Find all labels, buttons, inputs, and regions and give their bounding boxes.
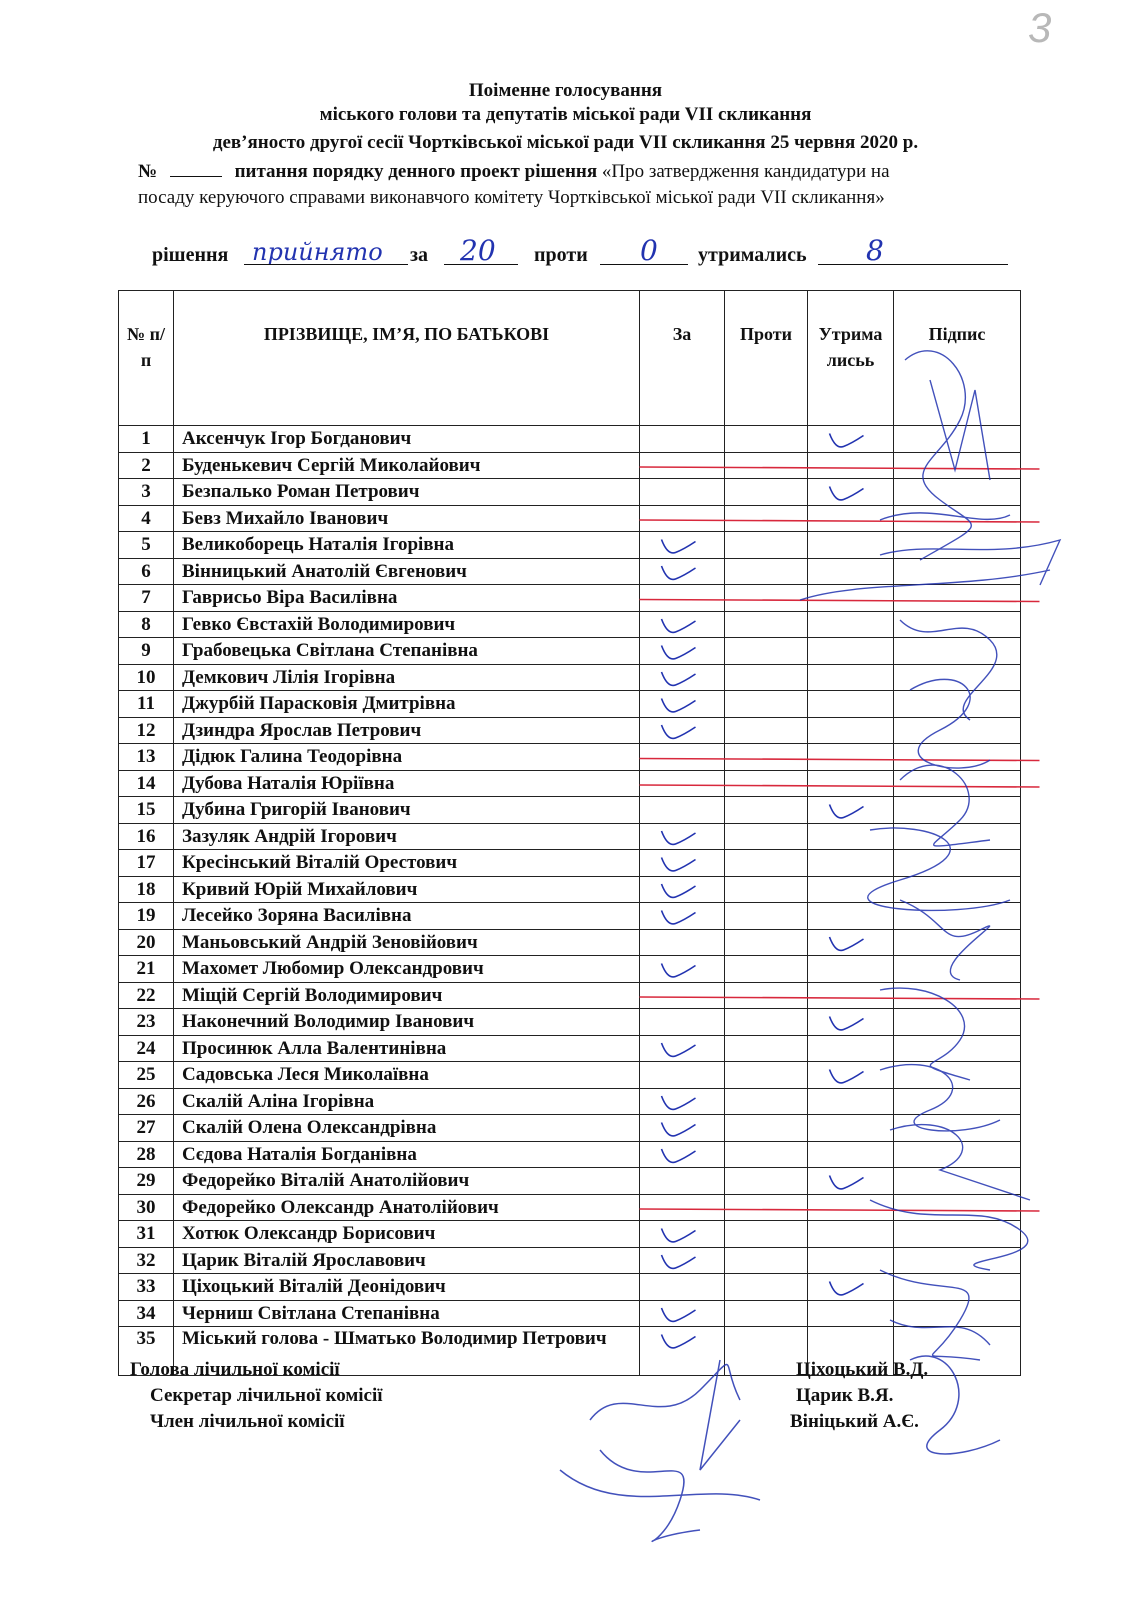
row-signature-cell <box>894 558 1021 585</box>
row-signature-cell <box>894 426 1021 453</box>
row-abstained-cell <box>808 1141 894 1168</box>
commission-signatures <box>560 1356 1000 1541</box>
table-row <box>119 956 1021 983</box>
question-text-start: «Про затвердження кандидатури на <box>601 161 890 182</box>
row-name: Лесейко Зоряна Василівна <box>174 903 640 930</box>
against-label: проти <box>534 244 588 266</box>
row-abstained-cell <box>808 558 894 585</box>
row-signature-cell <box>894 1141 1021 1168</box>
row-abstained-cell <box>808 770 894 797</box>
table-row <box>119 1035 1021 1062</box>
row-against-cell <box>725 638 808 665</box>
row-signature-cell <box>894 903 1021 930</box>
row-signature-cell <box>894 1221 1021 1248</box>
row-number: 11 <box>119 691 174 718</box>
row-against-cell <box>725 770 808 797</box>
for-underline <box>444 264 518 265</box>
row-against-cell <box>725 903 808 930</box>
row-signature-cell <box>894 611 1021 638</box>
row-for-cell <box>640 1168 725 1195</box>
votes-table <box>118 290 1021 1376</box>
row-number: 28 <box>119 1141 174 1168</box>
row-for-cell <box>640 505 725 532</box>
question-label: питання порядку денного проект рішення <box>234 161 598 182</box>
row-against-cell <box>725 1221 808 1248</box>
table-row <box>119 1300 1021 1327</box>
decision-underline <box>244 264 408 265</box>
row-against-cell <box>725 1247 808 1274</box>
decision-summary <box>152 234 1032 272</box>
row-for-cell <box>640 717 725 744</box>
row-number: 17 <box>119 850 174 877</box>
row-signature-cell <box>894 717 1021 744</box>
row-against-cell <box>725 479 808 506</box>
table-row <box>119 691 1021 718</box>
row-for-cell <box>640 797 725 824</box>
row-signature-cell <box>894 691 1021 718</box>
row-abstained-cell <box>808 638 894 665</box>
row-for-cell <box>640 982 725 1009</box>
row-number: 34 <box>119 1300 174 1327</box>
row-for-cell <box>640 558 725 585</box>
table-row <box>119 452 1021 479</box>
row-name: Скалій Аліна Ігорівна <box>174 1088 640 1115</box>
commission-signature-scribble <box>700 1360 740 1470</box>
row-for-cell <box>640 903 725 930</box>
table-row <box>119 585 1021 612</box>
row-against-cell <box>725 664 808 691</box>
question-line <box>138 160 1056 183</box>
row-abstained-cell <box>808 611 894 638</box>
table-row <box>119 638 1021 665</box>
row-abstained-cell <box>808 585 894 612</box>
row-number: 15 <box>119 797 174 824</box>
table-row <box>119 664 1021 691</box>
row-number: 4 <box>119 505 174 532</box>
votes-table-body <box>119 426 1021 1376</box>
row-against-cell <box>725 1141 808 1168</box>
row-for-cell <box>640 479 725 506</box>
row-for-cell <box>640 1247 725 1274</box>
row-number: 27 <box>119 1115 174 1142</box>
row-against-cell <box>725 611 808 638</box>
row-name: Гевко Євстахій Володимирович <box>174 611 640 638</box>
table-row <box>119 1221 1021 1248</box>
row-number: 2 <box>119 452 174 479</box>
row-abstained-cell <box>808 1194 894 1221</box>
table-row <box>119 823 1021 850</box>
session-line: дев’яносто другої сесії Чортківської міської ради VII скликання 25 червня 2020 р. <box>212 132 919 153</box>
table-row <box>119 1247 1021 1274</box>
row-name: Кривий Юрій Михайлович <box>174 876 640 903</box>
row-for-cell <box>640 611 725 638</box>
row-abstained-cell <box>808 1088 894 1115</box>
row-abstained-cell <box>808 426 894 453</box>
question-prefix: № <box>138 161 158 182</box>
chair-label: Голова лічильної комісії <box>130 1359 340 1380</box>
row-against-cell <box>725 1009 808 1036</box>
row-number: 16 <box>119 823 174 850</box>
table-row <box>119 1168 1021 1195</box>
row-signature-cell <box>894 876 1021 903</box>
row-for-cell <box>640 1035 725 1062</box>
table-row <box>119 505 1021 532</box>
row-number: 35 <box>119 1327 174 1376</box>
row-abstained-cell <box>808 1300 894 1327</box>
table-row <box>119 1115 1021 1142</box>
header-number: № п/п <box>119 291 174 426</box>
row-number: 33 <box>119 1274 174 1301</box>
row-against-cell <box>725 452 808 479</box>
chair-name: Ціхоцький В.Д. <box>796 1359 929 1380</box>
table-row <box>119 1141 1021 1168</box>
row-abstained-cell <box>808 664 894 691</box>
row-signature-cell <box>894 823 1021 850</box>
against-underline <box>600 264 688 265</box>
row-name: Скалій Олена Олександрівна <box>174 1115 640 1142</box>
row-number: 10 <box>119 664 174 691</box>
header-abstained: Утрималисьь <box>808 291 894 426</box>
row-abstained-cell <box>808 1115 894 1142</box>
row-for-cell <box>640 744 725 771</box>
row-number: 31 <box>119 1221 174 1248</box>
row-name: Дідюк Галина Теодорівна <box>174 744 640 771</box>
row-against-cell <box>725 717 808 744</box>
table-row <box>119 903 1021 930</box>
header-for: За <box>640 291 725 426</box>
row-abstained-cell <box>808 823 894 850</box>
row-name: Бевз Михайло Іванович <box>174 505 640 532</box>
row-name: Безпалько Роман Петрович <box>174 479 640 506</box>
for-label: за <box>410 244 429 266</box>
row-number: 25 <box>119 1062 174 1089</box>
row-number: 5 <box>119 532 174 559</box>
row-against-cell <box>725 585 808 612</box>
row-abstained-cell <box>808 876 894 903</box>
row-name: Дубина Григорій Іванович <box>174 797 640 824</box>
row-for-cell <box>640 1009 725 1036</box>
row-number: 29 <box>119 1168 174 1195</box>
row-against-cell <box>725 1194 808 1221</box>
for-count: 20 <box>460 234 496 267</box>
row-name: Грабовецька Світлана Степанівна <box>174 638 640 665</box>
row-abstained-cell <box>808 691 894 718</box>
row-signature-cell <box>894 532 1021 559</box>
row-name: Міський голова - Шматько Володимир Петрович <box>174 1327 640 1376</box>
row-abstained-cell <box>808 850 894 877</box>
row-name: Гаврисьо Віра Василівна <box>174 585 640 612</box>
row-for-cell <box>640 638 725 665</box>
commission-signature-scribble <box>560 1470 760 1500</box>
table-row <box>119 1088 1021 1115</box>
row-signature-cell <box>894 452 1021 479</box>
question-text-continued: посаду керуючого справами виконавчого комітету Чортківської міської ради VII скликання» <box>138 187 885 208</box>
row-against-cell <box>725 426 808 453</box>
row-number: 18 <box>119 876 174 903</box>
row-against-cell <box>725 797 808 824</box>
row-signature-cell <box>894 1115 1021 1142</box>
row-number: 1 <box>119 426 174 453</box>
row-for-cell <box>640 664 725 691</box>
row-abstained-cell <box>808 479 894 506</box>
table-row <box>119 1274 1021 1301</box>
row-against-cell <box>725 532 808 559</box>
row-number: 21 <box>119 956 174 983</box>
document-title: Поіменне голосування <box>468 80 663 101</box>
row-number: 7 <box>119 585 174 612</box>
row-for-cell <box>640 770 725 797</box>
document-subtitle: міського голови та депутатів міської ради VII скликання <box>319 104 812 125</box>
row-abstained-cell <box>808 1168 894 1195</box>
row-against-cell <box>725 982 808 1009</box>
row-signature-cell <box>894 1300 1021 1327</box>
row-name: Великоборець Наталія Ігорівна <box>174 532 640 559</box>
row-signature-cell <box>894 850 1021 877</box>
row-number: 20 <box>119 929 174 956</box>
row-abstained-cell <box>808 532 894 559</box>
member-label: Член лічильної комісії <box>150 1411 345 1432</box>
row-number: 12 <box>119 717 174 744</box>
row-name: Федорейко Олександр Анатолійович <box>174 1194 640 1221</box>
row-number: 8 <box>119 611 174 638</box>
row-for-cell <box>640 1062 725 1089</box>
row-against-cell <box>725 956 808 983</box>
row-for-cell <box>640 1141 725 1168</box>
table-header-row <box>119 291 1021 426</box>
row-signature-cell <box>894 770 1021 797</box>
row-signature-cell <box>894 744 1021 771</box>
row-number: 3 <box>119 479 174 506</box>
row-for-cell <box>640 1274 725 1301</box>
table-row <box>119 876 1021 903</box>
row-for-cell <box>640 929 725 956</box>
row-for-cell <box>640 1221 725 1248</box>
row-for-cell <box>640 691 725 718</box>
row-abstained-cell <box>808 1035 894 1062</box>
row-number: 19 <box>119 903 174 930</box>
row-abstained-cell <box>808 956 894 983</box>
row-for-cell <box>640 585 725 612</box>
table-row <box>119 717 1021 744</box>
row-name: Федорейко Віталій Анатолійович <box>174 1168 640 1195</box>
row-for-cell <box>640 532 725 559</box>
row-against-cell <box>725 1168 808 1195</box>
row-name: Міщій Сергій Володимирович <box>174 982 640 1009</box>
row-number: 30 <box>119 1194 174 1221</box>
table-row <box>119 558 1021 585</box>
row-abstained-cell <box>808 1221 894 1248</box>
abstained-underline <box>818 264 1008 265</box>
row-against-cell <box>725 1062 808 1089</box>
member-name: Вініцький А.Є. <box>790 1411 919 1432</box>
table-row <box>119 532 1021 559</box>
row-name: Джурбій Парасковія Дмитрівна <box>174 691 640 718</box>
row-name: Демкович Лілія Ігорівна <box>174 664 640 691</box>
row-signature-cell <box>894 638 1021 665</box>
row-for-cell <box>640 1088 725 1115</box>
row-against-cell <box>725 823 808 850</box>
row-abstained-cell <box>808 982 894 1009</box>
table-row <box>119 744 1021 771</box>
row-signature-cell <box>894 797 1021 824</box>
table-row <box>119 850 1021 877</box>
page-number: 3 <box>1028 4 1052 51</box>
row-number: 23 <box>119 1009 174 1036</box>
row-name: Царик Віталій Ярославович <box>174 1247 640 1274</box>
row-number: 22 <box>119 982 174 1009</box>
row-signature-cell <box>894 585 1021 612</box>
against-count: 0 <box>640 234 658 267</box>
decision-label: рішення <box>152 244 229 266</box>
table-row <box>119 1009 1021 1036</box>
row-against-cell <box>725 850 808 877</box>
row-signature-cell <box>894 664 1021 691</box>
row-signature-cell <box>894 982 1021 1009</box>
row-abstained-cell <box>808 717 894 744</box>
row-signature-cell <box>894 1247 1021 1274</box>
row-abstained-cell <box>808 1247 894 1274</box>
row-against-cell <box>725 876 808 903</box>
row-against-cell <box>725 1115 808 1142</box>
row-signature-cell <box>894 1274 1021 1301</box>
row-against-cell <box>725 691 808 718</box>
secretary-name: Царик В.Я. <box>796 1385 894 1406</box>
row-signature-cell <box>894 1009 1021 1036</box>
row-against-cell <box>725 1300 808 1327</box>
table-row <box>119 982 1021 1009</box>
row-name: Дубова Наталія Юріївна <box>174 770 640 797</box>
row-name: Просинюк Алла Валентинівна <box>174 1035 640 1062</box>
row-number: 26 <box>119 1088 174 1115</box>
secretary-label: Секретар лічильної комісії <box>150 1385 383 1406</box>
row-against-cell <box>725 1035 808 1062</box>
row-for-cell <box>640 823 725 850</box>
row-signature-cell <box>894 929 1021 956</box>
row-against-cell <box>725 929 808 956</box>
row-for-cell <box>640 876 725 903</box>
table-row <box>119 797 1021 824</box>
table-row <box>119 929 1021 956</box>
table-row <box>119 611 1021 638</box>
row-name: Наконечний Володимир Іванович <box>174 1009 640 1036</box>
row-name: Зазуляк Андрій Ігорович <box>174 823 640 850</box>
row-name: Черниш Світлана Степанівна <box>174 1300 640 1327</box>
row-name: Ціхоцький Віталій Деонідович <box>174 1274 640 1301</box>
row-abstained-cell <box>808 797 894 824</box>
row-for-cell <box>640 1327 725 1376</box>
table-row <box>119 770 1021 797</box>
row-against-cell <box>725 744 808 771</box>
row-signature-cell <box>894 956 1021 983</box>
row-against-cell <box>725 505 808 532</box>
row-number: 32 <box>119 1247 174 1274</box>
row-signature-cell <box>894 505 1021 532</box>
table-row <box>119 426 1021 453</box>
row-abstained-cell <box>808 505 894 532</box>
header-signature: Підпис <box>894 291 1021 426</box>
row-for-cell <box>640 1194 725 1221</box>
row-abstained-cell <box>808 452 894 479</box>
row-against-cell <box>725 1088 808 1115</box>
row-abstained-cell <box>808 1009 894 1036</box>
row-name: Хотюк Олександр Борисович <box>174 1221 640 1248</box>
row-signature-cell <box>894 1194 1021 1221</box>
row-abstained-cell <box>808 1062 894 1089</box>
row-for-cell <box>640 426 725 453</box>
row-name: Садовська Леся Миколаївна <box>174 1062 640 1089</box>
table-row <box>119 1062 1021 1089</box>
row-number: 6 <box>119 558 174 585</box>
row-against-cell <box>725 1274 808 1301</box>
row-number: 24 <box>119 1035 174 1062</box>
row-signature-cell <box>894 1062 1021 1089</box>
commission-signature-scribble <box>600 1450 700 1541</box>
row-name: Маньовський Андрій Зеновійович <box>174 929 640 956</box>
row-for-cell <box>640 1300 725 1327</box>
row-number: 9 <box>119 638 174 665</box>
row-signature-cell <box>894 1088 1021 1115</box>
row-abstained-cell <box>808 903 894 930</box>
row-name: Аксенчук Ігор Богданович <box>174 426 640 453</box>
row-name: Махомет Любомир Олександрович <box>174 956 640 983</box>
row-name: Буденькевич Сергій Миколайович <box>174 452 640 479</box>
header-name: ПРІЗВИЩЕ, ІМ’Я, ПО БАТЬКОВІ <box>174 291 640 426</box>
row-name: Сєдова Наталія Богданівна <box>174 1141 640 1168</box>
row-name: Кресінський Віталій Орестович <box>174 850 640 877</box>
abstained-count: 8 <box>866 234 884 267</box>
table-row <box>119 479 1021 506</box>
row-abstained-cell <box>808 1274 894 1301</box>
row-against-cell <box>725 558 808 585</box>
row-signature-cell <box>894 1168 1021 1195</box>
header-against: Проти <box>725 291 808 426</box>
row-number: 13 <box>119 744 174 771</box>
decision-value: прийнято <box>252 238 383 266</box>
row-name: Вінницький Анатолій Євгенович <box>174 558 640 585</box>
row-for-cell <box>640 956 725 983</box>
abstained-label: утримались <box>698 244 807 266</box>
row-signature-cell <box>894 479 1021 506</box>
row-for-cell <box>640 452 725 479</box>
table-row <box>119 1194 1021 1221</box>
row-signature-cell <box>894 1035 1021 1062</box>
row-abstained-cell <box>808 744 894 771</box>
row-name: Дзиндра Ярослав Петрович <box>174 717 640 744</box>
row-number: 14 <box>119 770 174 797</box>
row-for-cell <box>640 850 725 877</box>
row-abstained-cell <box>808 929 894 956</box>
question-number-blank <box>170 176 222 177</box>
row-for-cell <box>640 1115 725 1142</box>
